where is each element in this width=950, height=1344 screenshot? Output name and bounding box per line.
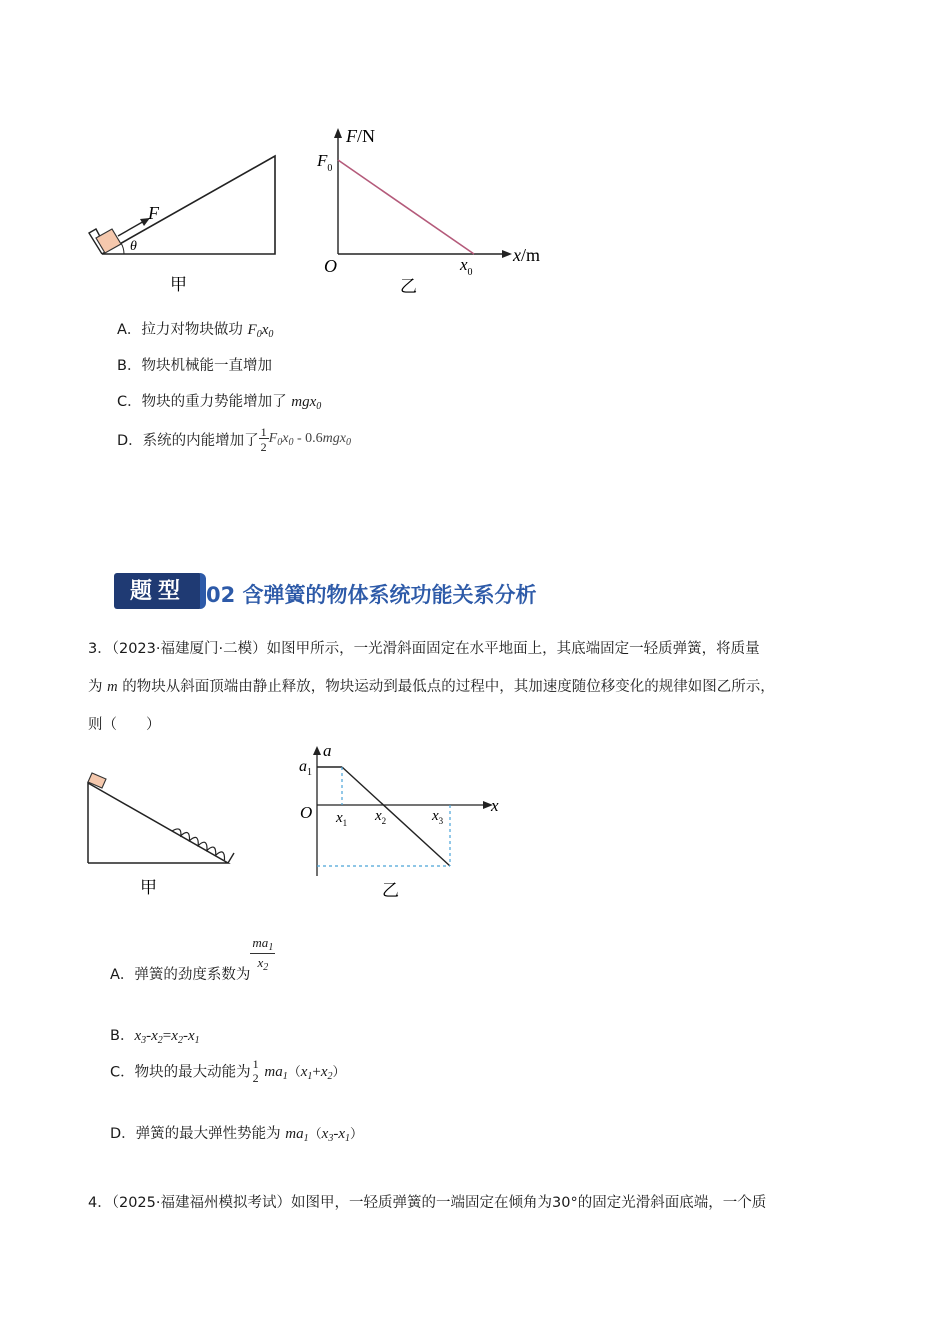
q2-jia-caption: 甲 (170, 275, 187, 294)
q3-a1-label: $a_1$ (299, 758, 312, 778)
q3-figure-yi (295, 738, 510, 903)
q2-angle-arc (121, 243, 124, 254)
q2-d-fraction: $\frac{1}{2}$ (260, 425, 267, 454)
q2-option-b[interactable]: B．物块机械能一直增加 (117, 358, 272, 374)
q2-force-arrow (118, 220, 146, 236)
q3-yi-caption: 乙 (382, 881, 399, 900)
q2-option-c[interactable]: C．物块的重力势能增加了 mgx$_0$ (117, 394, 322, 412)
q3-origin-label: O (300, 803, 313, 822)
q3-x2-label: $x_2$ (375, 808, 387, 826)
q2-figure-jia (80, 140, 290, 300)
q3-figure-jia (80, 765, 250, 900)
q2-force-line (338, 160, 474, 254)
q3-option-b[interactable]: B．$x_3-x_2=x_2-x_1$ (110, 1028, 200, 1046)
q2-option-a[interactable]: A．拉力对物块做功 $F_0x_0$ (117, 322, 274, 340)
q3-wall (228, 853, 234, 863)
q3-y-arrowhead (313, 746, 321, 755)
q2-x0-label: $x_0$ (460, 255, 473, 278)
q3-x-label: x (491, 796, 499, 815)
q3-jia-caption: 甲 (140, 878, 157, 897)
q3-option-a[interactable]: A．弹簧的劲度系数为 $\frac{ma_1}{x_2}$ (110, 935, 274, 983)
q3-option-c[interactable]: C．物块的最大动能为 1 2 $ma_1(x_1+x_2)$ (110, 1057, 346, 1085)
q2-y-label: F/N (346, 126, 375, 146)
q3-c-fraction: 1 2 (252, 1057, 259, 1085)
q2-x-label: x/m (513, 245, 541, 265)
q2-origin-label: O (324, 256, 337, 276)
q2-angle-label: θ (130, 239, 137, 254)
section-title: 02 含弹簧的物体系统功能关系分析 (206, 583, 537, 607)
q2-force-label: F (148, 203, 159, 223)
q3-y-label: a (323, 741, 332, 760)
q3-x3-label: $x_3$ (432, 808, 444, 826)
q2-x-arrowhead (502, 250, 512, 258)
q3-option-d[interactable]: D．弹簧的最大弹性势能为 $ma_1(x_3-x_1)$ (110, 1126, 363, 1144)
q3-stem: 3．（2023·福建厦门·二模）如图甲所示，一光滑斜面固定在水平地面上，其底端固定一轻质弹簧，将质量 为 m 的物块从斜面顶端由静止释放，物块运动到最低点的过程中，其加速度随位移变化的规律如图乙所示， 则（ ） (88, 641, 775, 733)
q3-a-fraction: $\frac{ma_1}{x_2}$ (252, 935, 274, 973)
q3-block (88, 773, 106, 788)
q2-option-d[interactable]: D．系统的内能增加了 $\frac{1}{2}$ $F_0x_0 - 0.6mgx_0$ (117, 425, 351, 454)
q3-x1-label: $x_1$ (336, 810, 348, 828)
section-tag: 题型 (114, 573, 202, 609)
q2-yi-caption: 乙 (400, 277, 417, 296)
q4-stem: 4．（2025·福建福州模拟考试）如图甲，一轻质弹簧的一端固定在倾角为30°的固定光滑斜面底端，一个质 (88, 1195, 767, 1211)
q2-incline (102, 156, 275, 254)
q2-y-arrowhead (334, 128, 342, 138)
q3-spring (172, 826, 227, 860)
q2-f0-label: $F_0$ (317, 151, 333, 174)
q2-figure-yi (310, 122, 560, 302)
